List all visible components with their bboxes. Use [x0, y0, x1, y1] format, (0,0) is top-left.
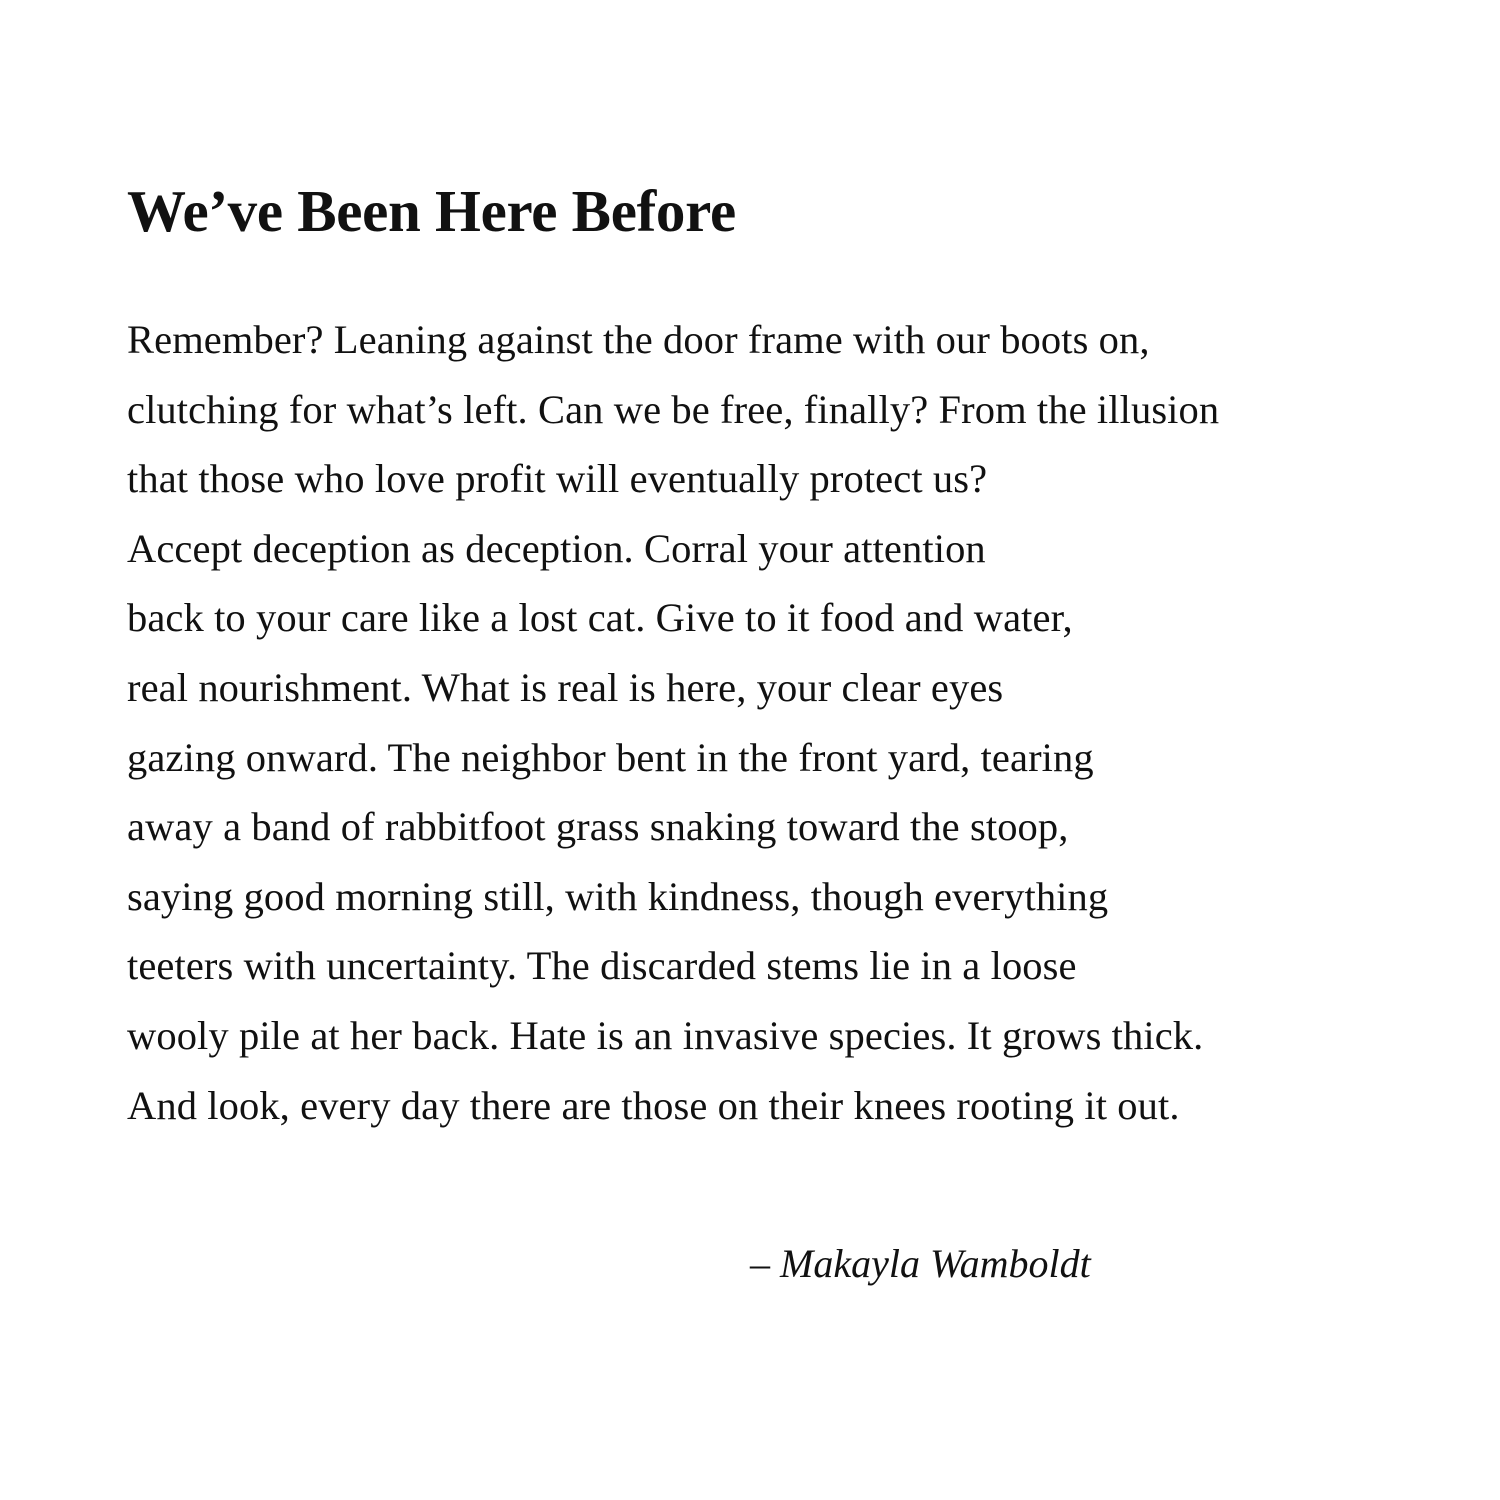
poem-line: that those who love profit will eventually protect us?	[127, 456, 988, 502]
poem-line: back to your care like a lost cat. Give to it food and water,	[127, 595, 1073, 641]
poem-line: clutching for what’s left. Can we be free, finally? From the illusion	[127, 386, 1220, 432]
poem-body	[127, 305, 1219, 1140]
poem-line: Remember? Leaning against the door frame with our boots on,	[127, 317, 1150, 362]
poem-line: real nourishment. What is real is here, your clear eyes	[127, 664, 1004, 710]
poem-line: And look, every day there are those on their knees rooting it out.	[127, 1082, 1180, 1128]
poem-line: away a band of rabbitfoot grass snaking toward the stoop,	[127, 804, 1069, 850]
author-attribution: – Makayla Wamboldt	[750, 1241, 1091, 1286]
poem-line: Accept deception as deception. Corral your attention	[127, 525, 986, 571]
poem-line: wooly pile at her back. Hate is an invasive species. It grows thick.	[127, 1012, 1204, 1058]
poem-title: We’ve Been Here Before	[127, 178, 736, 244]
poem-line: teeters with uncertainty. The discarded stems lie in a loose	[127, 943, 1077, 989]
poem-line: saying good morning still, with kindness, though everything	[127, 873, 1109, 919]
poem-line: gazing onward. The neighbor bent in the front yard, tearing	[127, 734, 1094, 780]
